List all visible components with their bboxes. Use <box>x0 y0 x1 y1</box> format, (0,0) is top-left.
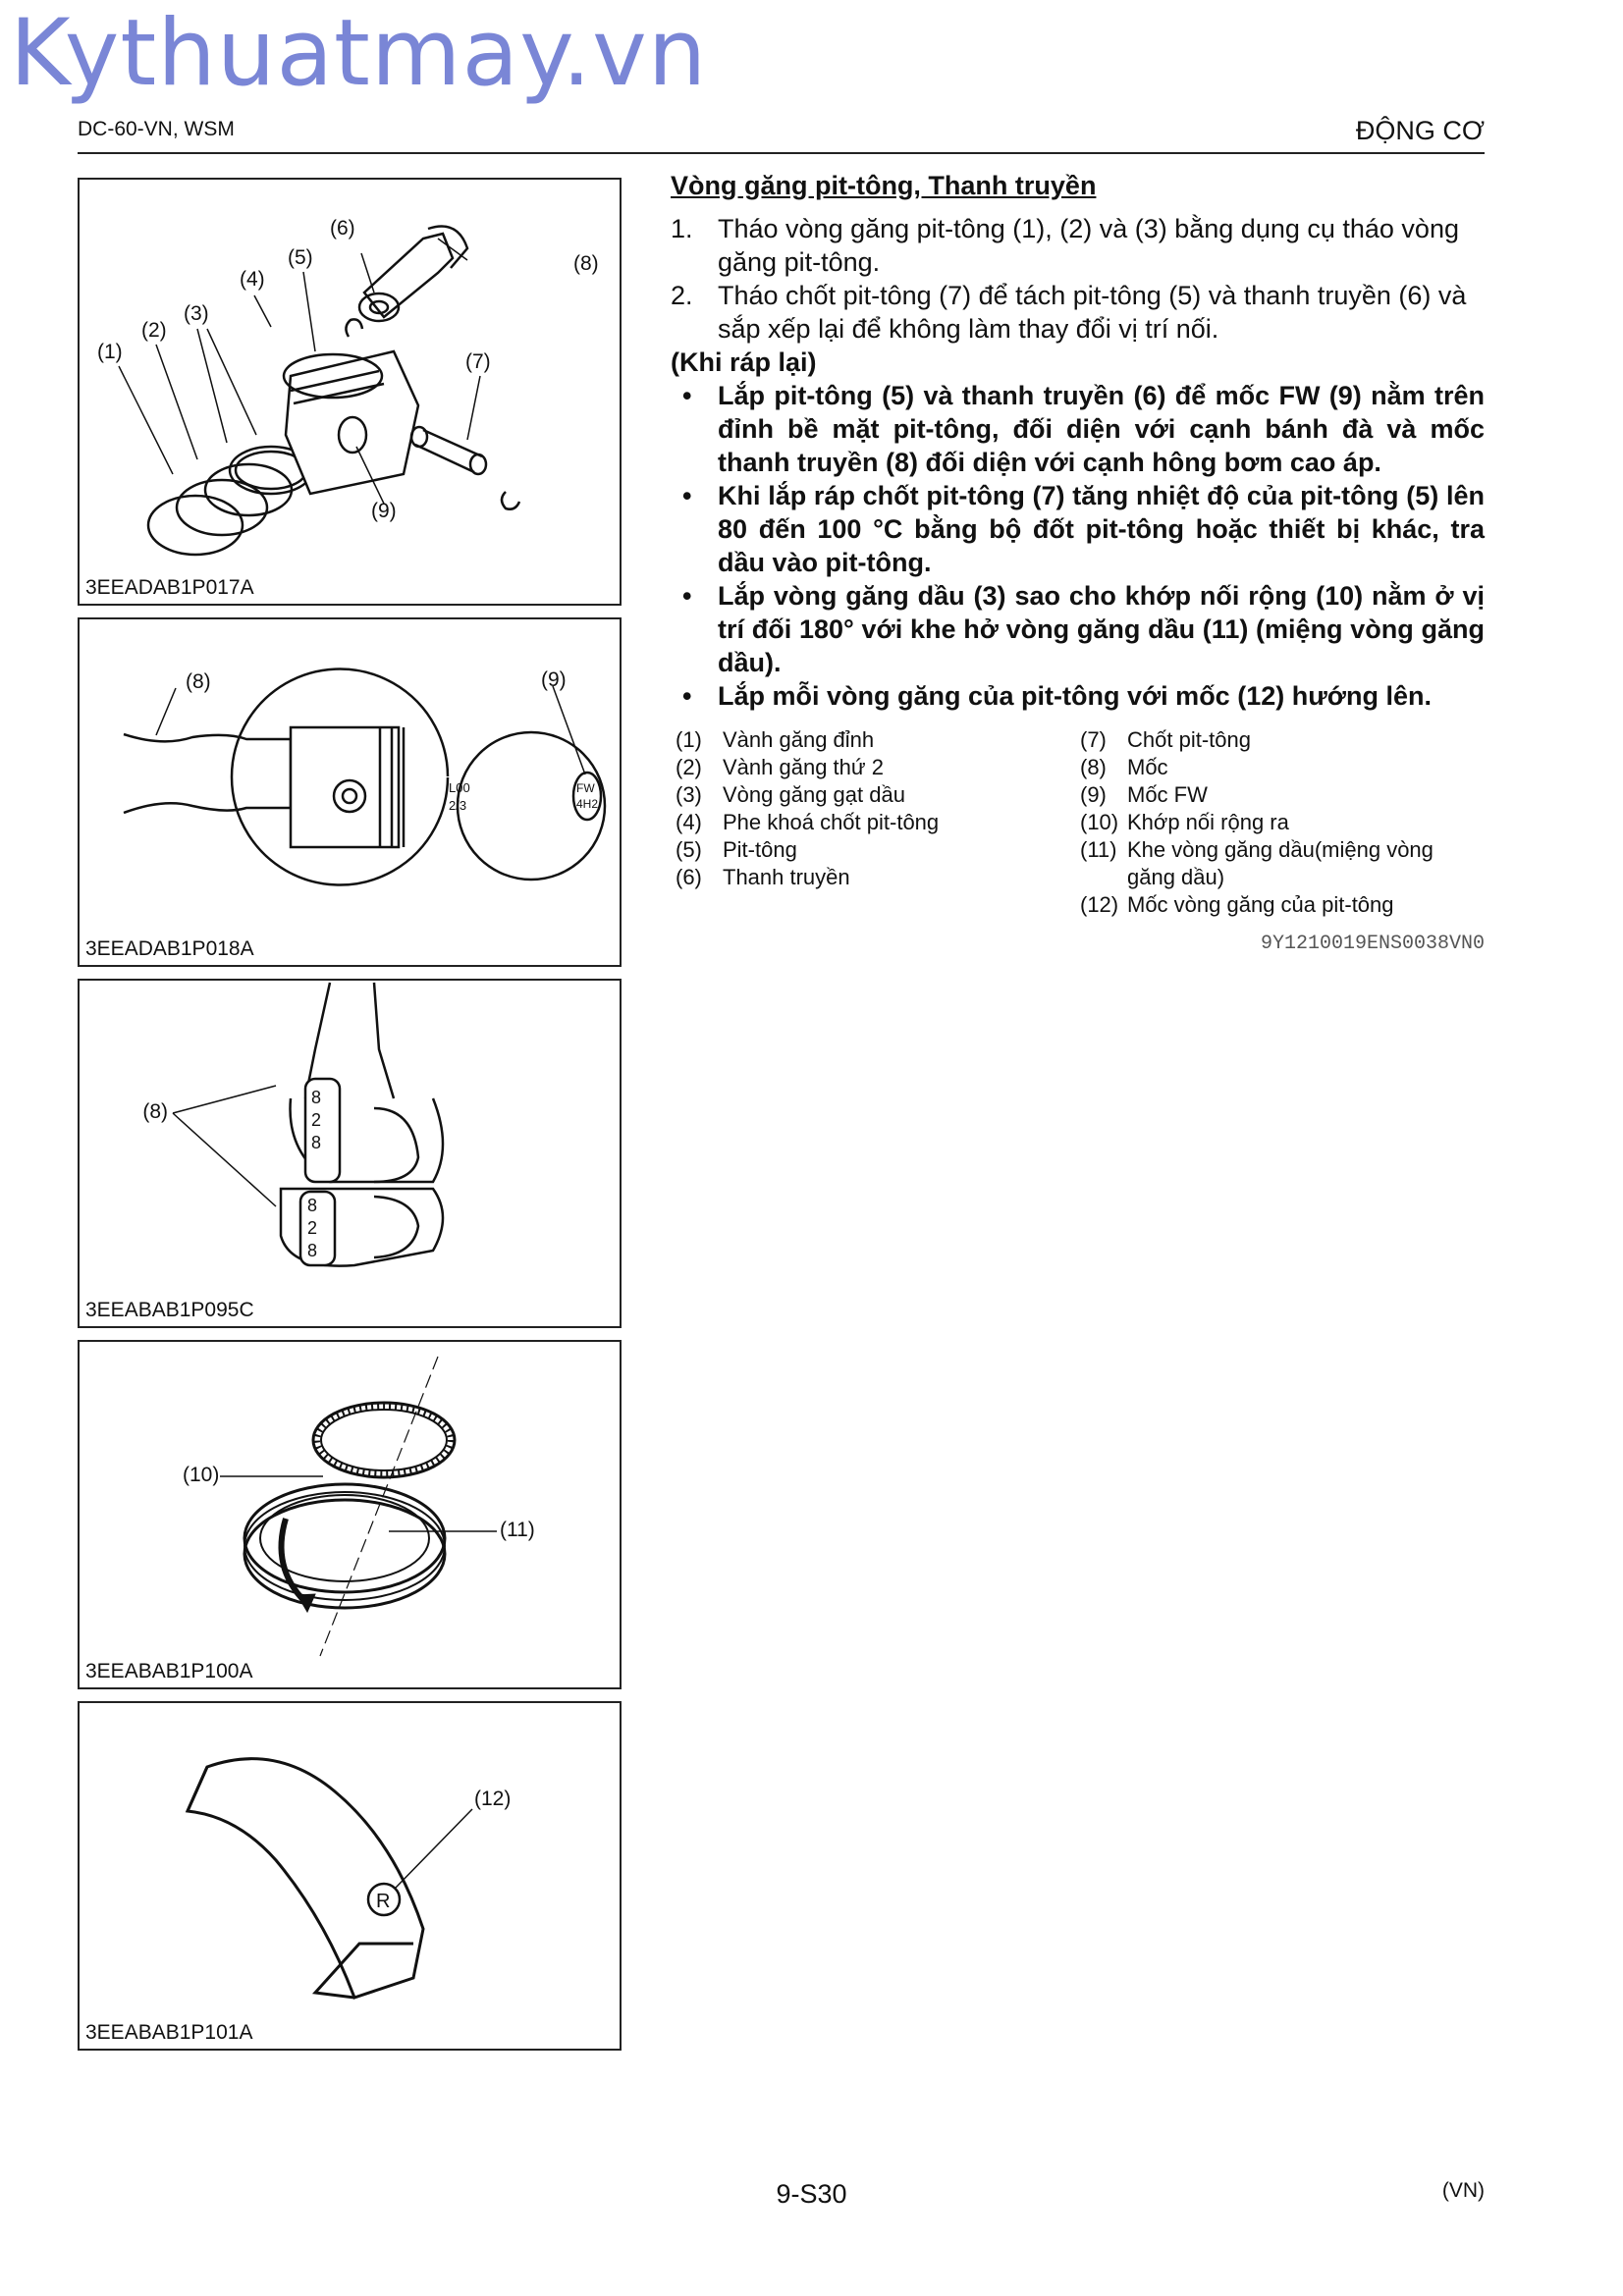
watermark: Kythuatmay.vn <box>10 0 708 107</box>
figure-rod-marks-drawing <box>80 981 620 1326</box>
legend-value: Khớp nối rộng ra <box>1127 810 1289 834</box>
legend-key: (12) <box>1080 892 1119 917</box>
mark-23: 2/3 <box>449 798 467 813</box>
callout-10: (10) <box>183 1464 220 1486</box>
callout-9: (9) <box>541 668 567 691</box>
cap-mark-8b: 8 <box>307 1241 318 1260</box>
callout-12: (12) <box>474 1788 512 1810</box>
legend-key: (11) <box>1080 837 1117 862</box>
legend-row <box>1080 809 1485 836</box>
header-doc-code: DC-60-VN, WSM <box>78 118 235 140</box>
figure-ring-mark-drawing <box>80 1703 620 2049</box>
legend-row <box>1080 754 1485 781</box>
mark-fw: FW <box>576 781 595 795</box>
bullet-item <box>671 679 1485 713</box>
figure-piston-exploded-drawing <box>80 180 620 604</box>
legend-value: Mốc vòng găng của pit-tông <box>1127 892 1394 917</box>
bullet-symbol: • <box>682 581 692 611</box>
bullet-text: Lắp mỗi vòng găng của pit-tông với mốc (12) hướng lên. <box>718 681 1432 711</box>
legend-key: (6) <box>676 865 702 889</box>
legend-key: (3) <box>676 782 702 807</box>
legend-key: (7) <box>1080 727 1107 752</box>
callout-11: (11) <box>500 1519 535 1541</box>
legend-value: Vòng găng gạt dầu <box>723 782 905 807</box>
figure-code: 3EEADAB1P017A <box>85 576 254 599</box>
figure-piston-exploded <box>78 178 622 606</box>
callout-5: (5) <box>288 246 313 269</box>
figure-code: 3EEADAB1P018A <box>85 937 254 960</box>
legend-key: (1) <box>676 727 702 752</box>
figure-code: 3EEABAB1P100A <box>85 1660 253 1682</box>
legend-value: Vành găng đỉnh <box>723 727 875 752</box>
step-number: 1. <box>671 214 693 243</box>
cap-mark-8: 8 <box>307 1196 318 1215</box>
bullet-item <box>671 379 1485 479</box>
section-title: Vòng găng pit-tông, Thanh truyền <box>671 171 1097 200</box>
legend-value: Mốc <box>1127 755 1168 779</box>
bullet-symbol: • <box>682 481 692 510</box>
callout-4: (4) <box>240 268 265 291</box>
legend-row <box>676 864 1068 891</box>
legend-row <box>676 726 1068 754</box>
figure-code: 3EEABAB1P095C <box>85 1299 254 1321</box>
legend-value: Khe vòng găng dầu(miệng vòng găng dầu) <box>1127 837 1434 889</box>
figure-oil-ring-joint-drawing <box>80 1342 620 1687</box>
callout-7: (7) <box>465 350 491 373</box>
callout-3: (3) <box>184 302 209 325</box>
legend-value: Mốc FW <box>1127 782 1208 807</box>
reassembly-note: (Khi ráp lại) <box>671 347 817 377</box>
legend-row <box>676 809 1068 836</box>
callout-9: (9) <box>371 500 397 522</box>
legend-row <box>676 781 1068 809</box>
header-rule <box>78 152 1485 154</box>
bullet-text: Khi lắp ráp chốt pit-tông (7) tăng nhiệt độ của pit-tông (5) lên 80 đến 100 °C bằng bộ đốt pit-tông hoặc thiết bị khác, tra dầu vào pit-tông. <box>718 481 1485 577</box>
mark-l00: L00 <box>449 780 470 795</box>
step-text: Tháo chốt pit-tông (7) để tách pit-tông (5) và thanh truyền (6) và sắp xếp lại để không làm thay đổi vị trí nối. <box>718 281 1467 344</box>
callout-2: (2) <box>141 319 167 342</box>
step-1 <box>671 212 1485 279</box>
legend-key: (2) <box>676 755 702 779</box>
legend-value: Phe khoá chốt pit-tông <box>723 810 940 834</box>
legend-left-column <box>676 726 1068 891</box>
figure-piston-marks-drawing <box>80 619 620 965</box>
legend-row <box>1080 891 1485 919</box>
legend-value: Vành găng thứ 2 <box>723 755 884 779</box>
step-text: Tháo vòng găng pit-tông (1), (2) và (3) bằng dụng cụ tháo vòng găng pit-tông. <box>718 214 1459 277</box>
ring-mark-r: R <box>376 1891 391 1912</box>
legend-row <box>1080 726 1485 754</box>
mark-4h2: 4H2 <box>576 797 599 811</box>
legend-row <box>1080 836 1485 891</box>
language-code: (VN) <box>1441 2179 1485 2202</box>
legend-value: Pit-tông <box>723 837 797 862</box>
page-number: 9-S30 <box>776 2179 847 2209</box>
step-number: 2. <box>671 281 693 310</box>
figure-ring-mark <box>78 1701 622 2051</box>
callout-8: (8) <box>573 252 599 275</box>
bullet-item <box>671 479 1485 579</box>
figure-rod-marks <box>78 979 622 1328</box>
rod-mark-2-top: 2 <box>311 1110 322 1130</box>
callout-8: (8) <box>186 670 211 693</box>
legend-right-column <box>1080 726 1485 919</box>
rod-mark-8b-top: 8 <box>311 1133 322 1152</box>
callout-1: (1) <box>97 341 123 363</box>
legend-row <box>676 836 1068 864</box>
callout-6: (6) <box>330 217 355 240</box>
document-id: 9Y1210019ENS0038VN0 <box>1260 933 1485 955</box>
legend-value: Thanh truyền <box>723 865 850 889</box>
bullet-item <box>671 579 1485 679</box>
figure-oil-ring-joint <box>78 1340 622 1689</box>
cap-mark-2: 2 <box>307 1218 318 1238</box>
instructions <box>671 169 1485 713</box>
step-2 <box>671 279 1485 346</box>
figure-code: 3EEABAB1P101A <box>85 2021 253 2044</box>
legend-key: (8) <box>1080 755 1107 779</box>
bullet-symbol: • <box>682 681 692 711</box>
rod-mark-8-top: 8 <box>311 1088 322 1107</box>
legend-value: Chốt pit-tông <box>1127 727 1251 752</box>
legend-key: (10) <box>1080 810 1119 834</box>
bullet-text: Lắp vòng găng dầu (3) sao cho khớp nối rộng (10) nằm ở vị trí đối 180° với khe hở vòng găng dầu (11) (miệng vòng găng dầu). <box>718 581 1485 677</box>
figure-piston-marks <box>78 617 622 967</box>
legend-key: (4) <box>676 810 702 834</box>
legend-row <box>676 754 1068 781</box>
legend-key: (9) <box>1080 782 1107 807</box>
legend-key: (5) <box>676 837 702 862</box>
legend-row <box>1080 781 1485 809</box>
bullet-text: Lắp pit-tông (5) và thanh truyền (6) để mốc FW (9) nằm trên đỉnh bề mặt pit-tông, đối diện với cạnh bánh đà và mốc thanh truyền (8) đối diện với cạnh hông bơm cao áp. <box>718 381 1485 477</box>
callout-8: (8) <box>142 1100 168 1123</box>
header-chapter: ĐỘNG CƠ <box>1355 116 1485 145</box>
bullet-symbol: • <box>682 381 692 410</box>
